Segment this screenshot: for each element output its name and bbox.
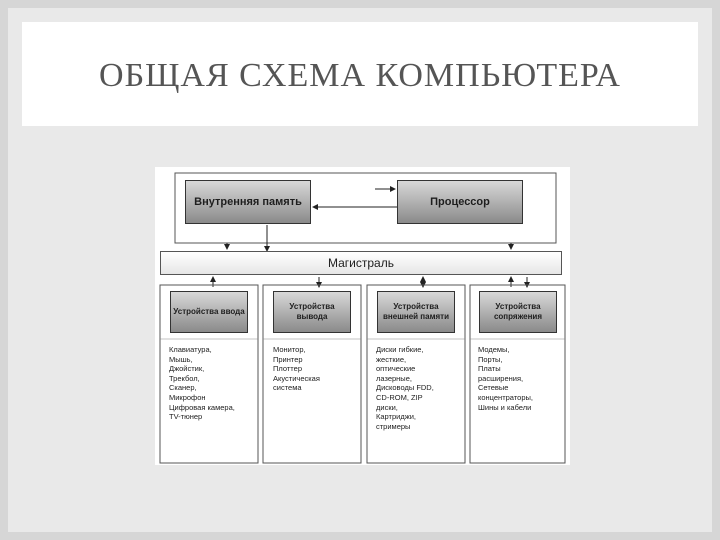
processor-box: Процессор: [397, 180, 523, 224]
input-devices-list: Клавиатура, Мышь, Джойстик, Трекбол, Сканер, Микрофон Цифровая камера, TV-тюнер: [169, 345, 235, 422]
interface-devices-header: Устройства сопряжения: [479, 291, 557, 333]
output-devices-header: Устройства вывода: [273, 291, 351, 333]
storage-devices-header: Устройства внешней памяти: [377, 291, 455, 333]
input-devices-header: Устройства ввода: [170, 291, 248, 333]
interface-devices-list: Модемы, Порты, Платы расширения, Сетевые концентраторы, Шины и кабели: [478, 345, 533, 412]
bus-box: Магистраль: [160, 251, 562, 275]
internal-memory-box: Внутренняя память: [185, 180, 311, 224]
output-devices-list: Монитор, Принтер Плоттер Акустическая система: [273, 345, 320, 393]
slide-title: ОБЩАЯ СХЕМА КОМПЬЮТЕРА: [99, 57, 621, 94]
computer-scheme-diagram: [155, 167, 570, 465]
storage-devices-list: Диски гибкие, жесткие, оптические лазерные, Дисководы FDD, CD-ROM, ZIP диски, Картриджи, стримеры: [376, 345, 434, 431]
title-area: [22, 22, 698, 126]
